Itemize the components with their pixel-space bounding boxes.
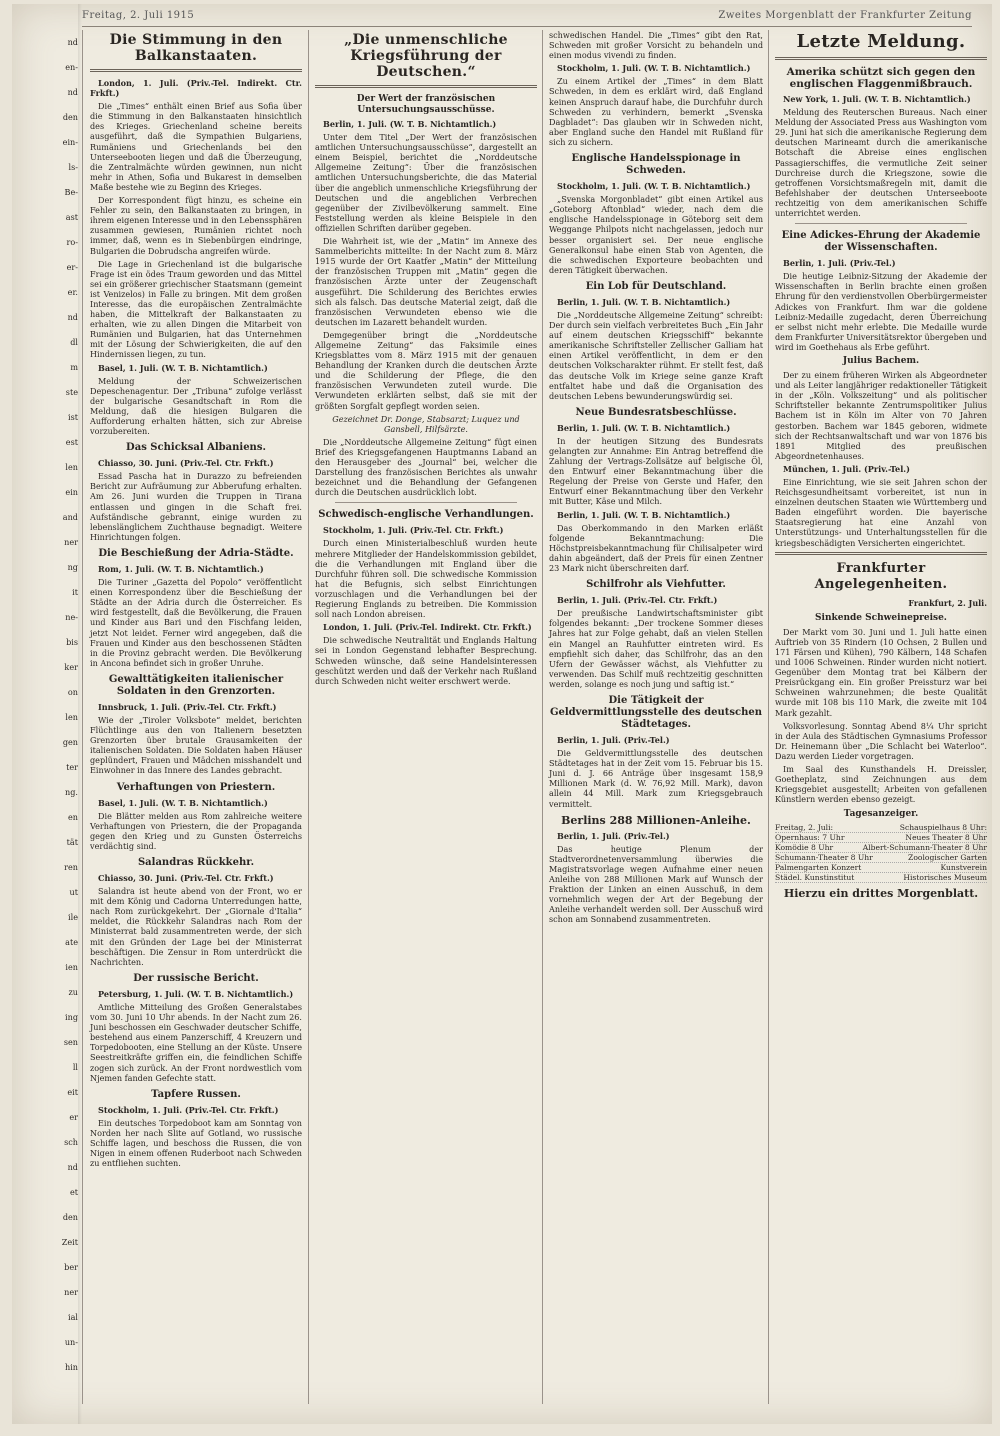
footer-note: Hierzu ein drittes Morgenblatt. bbox=[783, 887, 979, 901]
cropped-fragment: den bbox=[62, 1212, 78, 1222]
paragraph: Die schwedische Neutralität und Englands Haltung sei in London Gegenstand lebhafter Besprechung. Schweden wünsche, daß seine Handelsinteressen geschützt werden und daß der Verkehr nach Rußland durch Schweden nicht weiter erschwert werde. bbox=[315, 635, 537, 686]
paragraph: Essad Pascha hat in Durazzo zu befreienden Bericht zur Aufräumung zur Abberufung erhalten. Am 26. Juni wurden die Truppen in Tirana entlassen und gingen in die Schaft frei. Aufständische gebrannt, einige wurden zu lebenslänglichem Zuchthause begnadigt. Weitere Hinrichtungen folgen. bbox=[90, 471, 302, 542]
dateline: Berlin, 1. Juli. (Priv.-Tel.) bbox=[557, 830, 670, 841]
column-4 bbox=[768, 30, 992, 1404]
paragraph: Demgegenüber bringt die „Norddeutsche Allgemeine Zeitung“ das Faksimile eines Kriegsblattes vom 8. März 1915 mit der genauen Behandlung der Kranken durch die deutschen Ärzte und die Schilderung der Pflege, die den französischen Verwundeten zuteil wurde. Die Verwundeten erklärten selbst, daß sie mit der größten Sorgfalt gepflegt worden seien. bbox=[315, 329, 537, 411]
dateline: Berlin, 1. Juli. (W. T. B. Nichtamtlich.) bbox=[557, 422, 731, 433]
column-1 bbox=[84, 30, 308, 1404]
cropped-fragment: nd bbox=[67, 1162, 78, 1172]
signature: Gezeichnet Dr. Donge, Stabsarzt; Luquez und Gansbell, Hilfsärzte. bbox=[332, 413, 520, 434]
dateline: Basel, 1. Juli. (W. T. B. Nichtamtlich.) bbox=[98, 797, 268, 808]
subtitle: Der Wert der französischen Untersuchungsausschüsse. bbox=[356, 94, 496, 115]
table-row bbox=[775, 853, 987, 863]
dateline: Rom, 1. Juli. (W. T. B. Nichtamtlich.) bbox=[98, 563, 264, 574]
paragraph: Die heutige Leibniz-Sitzung der Akademie der Wissenschaften in Berlin brachte einen großen Ehrung für den verdienstvollen Oberbürgermeister Adickes von Frankfurt. Ihm war die goldene Leibniz-Medaille zugedacht, deren Überreichung er selbst nicht mehr erlebte. Die Medaille wurde dem Frankfurter Universitätsrektor übergeben und wird im Goethehaus als Erbe geführt. bbox=[775, 271, 987, 352]
cropped-fragment: and bbox=[62, 512, 78, 522]
table-cell: Schauspielhaus 8 Uhr: bbox=[899, 823, 987, 833]
cropped-fragments bbox=[12, 30, 78, 1380]
paragraph: Die Wahrheit ist, wie der „Matin“ im Annexe des Sammelberichts mitteilte: In der Nacht zum 8. März 1915 wurde der Ort Kaatfer „Matin“ der Mitteilung der französischen Truppen mit „Matin“ gegen die französischen Ärzte unter der Zeugenschaft ausgeführt. Die Schilderung des Berichtes erwies sich als falsch. Das deutsche Material zeigt, daß die französischen Verwundeten ebenso wie die deutschen im Lazarett behandelt wurden. bbox=[315, 236, 537, 327]
cropped-fragment: ast bbox=[65, 212, 78, 222]
table-row bbox=[775, 873, 987, 883]
running-head-title: Zweites Morgenblatt der Frankfurter Zeitung bbox=[718, 10, 972, 21]
cropped-fragment: it bbox=[72, 587, 78, 597]
obituary-title: Julius Bachem. bbox=[842, 355, 920, 366]
table-title: Tagesanzeiger. bbox=[843, 809, 919, 820]
paragraph: Der zu einem früheren Wirken als Abgeordneter und als Leiter langjähriger redaktioneller Tätigkeit in der „Köln. Volkszeitung“ und als politischer Schriftsteller bekannte Zentrumspolitiker Julius Bachem ist in Köln im Alter von 70 Jahren gestorben. Bachem war 1845 geboren, widmete sich der Rechtsanwaltschaft und war von 1876 bis 1891 Mitglied des preußischen Abgeordnetenhauses. bbox=[775, 370, 987, 461]
cropped-left-column bbox=[12, 30, 83, 1404]
cropped-fragment: en- bbox=[65, 62, 78, 72]
cropped-fragment: Be- bbox=[64, 187, 78, 197]
cropped-fragment: sen bbox=[63, 1037, 78, 1047]
table-cell: Neues Theater 8 Uhr bbox=[905, 833, 987, 843]
rule bbox=[775, 57, 987, 60]
paragraph: Volksvorlesung. Sonntag Abend 8¼ Uhr spricht in der Aula des Städtischen Gymnasiums Professor Dr. Heinemann über „Die Schlacht bei Waterloo“. Dazu werden Lieder vorgetragen. bbox=[775, 720, 987, 761]
table-cell: Historisches Museum bbox=[903, 873, 987, 883]
cropped-fragment: nd bbox=[67, 312, 78, 322]
column-3 bbox=[542, 30, 769, 1404]
dateline: London, 1. Juli. (Priv.-Tel. Indirekt. Ctr. Frkft.) bbox=[90, 78, 302, 99]
running-head-date: Freitag, 2. Juli 1915 bbox=[82, 10, 195, 21]
dateline: Berlin, 1. Juli. (W. T. B. Nichtamtlich.) bbox=[557, 296, 731, 307]
paragraph: Das Oberkommando in den Marken erläßt folgende Bekanntmachung: Die Höchstpreisbekanntmachung für Chilisalpeter wird dahin abgeändert, daß der Preis für einen Zentner 23 Mark nicht überschreiten darf. bbox=[549, 522, 763, 574]
headline-frankfurter: Frankfurter Angelegenheiten. bbox=[814, 560, 948, 592]
cropped-fragment: ing bbox=[65, 1012, 78, 1022]
cropped-fragment: ien bbox=[65, 962, 78, 972]
section-title: Schwedisch-englische Verhandlungen. bbox=[318, 509, 534, 521]
cropped-fragment: ner bbox=[64, 1287, 78, 1297]
page-fold-shadow bbox=[78, 4, 82, 1424]
divider bbox=[335, 502, 517, 503]
cropped-fragment: ut bbox=[69, 887, 78, 897]
dateline: Chiasso, 30. Juni. (Priv.-Tel. Ctr. Frkft.) bbox=[98, 458, 274, 469]
section-title: Neue Bundesratsbeschlüsse. bbox=[575, 406, 737, 418]
cropped-fragment: ist bbox=[68, 412, 78, 422]
cropped-fragment: ein- bbox=[62, 137, 78, 147]
cropped-fragment: ein bbox=[65, 487, 78, 497]
section-title: Tapfere Russen. bbox=[151, 1088, 241, 1100]
paragraph: Unter dem Titel „Der Wert der französischen amtlichen Untersuchungsausschüsse“, dargestellt an einem Beispiel, berichtet die „Norddeutsche Allgemeine Zeitung“: Über die französischen amtlichen Untersuchungsberichte, die das Material über die angeblich unmenschliche Kriegsführung der Deutschen und die angeblichen Verbrechen gegenüber der Zivilbevölkerung sammelt. Eine Feststellung werden als kleine Beispiele in den offiziellen Schriften darüber gegeben. bbox=[315, 132, 537, 233]
paragraph: Salandra ist heute abend von der Front, wo er mit dem König und Cadorna Unterredungen hatte, nach Rom zurückgekehrt. Der „Giornale d'Italia“ meldet, die Rückkehr Salandras nach Rom der Ministerrat bald zusammentreten werde, der sich mit den Gründen der Lage bei der Ministerrat beschäftigen. Die Zensur in Rom unterdrückt die Nachrichten. bbox=[90, 886, 302, 967]
cropped-fragment: den bbox=[62, 112, 78, 122]
newspaper-page bbox=[12, 4, 992, 1424]
section-title: Berlins 288 Millionen-Anleihe. bbox=[561, 813, 751, 827]
headline-letzte-meldung: Letzte Meldung. bbox=[796, 31, 966, 52]
dateline: Berlin, 1. Juli. (W. T. B. Nichtamtlich.) bbox=[323, 119, 497, 129]
dateline: Chiasso, 30. Juni. (Priv.-Tel. Ctr. Frkft.) bbox=[98, 873, 274, 883]
paragraph: schwedischen Handel. Die „Times“ gibt den Rat, Schweden mit großer Vorsicht zu behandeln und einen modus vivendi zu finden. bbox=[549, 30, 763, 61]
section-title: Die Beschießung der Adria-Städte. bbox=[98, 547, 294, 559]
table-row bbox=[775, 843, 987, 853]
dateline: London, 1. Juli. (Priv.-Tel. Indirekt. Ctr. Frkft.) bbox=[323, 622, 532, 633]
cropped-fragment: ial bbox=[67, 1312, 78, 1322]
paragraph: Amtliche Mitteilung des Großen Generalstabes vom 30. Juni 10 Uhr abends. In der Nacht zum 26. Juni beschossen ein Geschwader deutscher Schiffe, bestehend aus einem Panzerschiff, 4 Kreuzern und Torpedobooten, eine Stellung an der Küste. Unsere Seestreitkräfte griffen ein, die feindlichen Schiffe zogen sich zurück. An der Front nordwestlich vom Njemen fanden Gefechte statt. bbox=[90, 1001, 302, 1083]
table-cell: Albert-Schumann-Theater 8 Uhr bbox=[862, 843, 987, 853]
paragraph: Wie der „Tiroler Volksbote“ meldet, berichten Flüchtlinge aus den von Italienern besetzten Grenzorten über brutale Grausamkeiten der italienischen Soldaten. Die Soldaten haben Häuser geplündert, Frauen und Mädchen misshandelt und Einwohner in das Innere des Landes gebracht. bbox=[90, 714, 302, 776]
cropped-fragment: bis bbox=[66, 637, 78, 647]
cropped-fragment: ter bbox=[66, 762, 78, 772]
paragraph: Der preußische Landwirtschaftsminister gibt folgendes bekannt: „Der trockene Sommer dieses Jahres hat zur Folge gehabt, daß an vielen Stellen ein Mangel an Rauhfutter eintreten wird. Es empfiehlt sich daher, das Schilfrohr, das an den Ufern der Gewässer wächst, als Viehfutter zu verwenden. Das Schilf muß rechtzeitig geschnitten werden, solange es noch jung und saftig ist.“ bbox=[549, 608, 763, 689]
cropped-fragment: en bbox=[67, 812, 78, 822]
section-title: Schilfrohr als Viehfutter. bbox=[586, 579, 726, 591]
cropped-fragment: et bbox=[69, 1187, 78, 1197]
cropped-fragment: ne- bbox=[65, 612, 78, 622]
cropped-fragment: gen bbox=[62, 737, 78, 747]
cropped-fragment: Zeit bbox=[61, 1237, 78, 1247]
paragraph: Der Markt vom 30. Juni und 1. Juli hatte einen Auftrieb von 35 Rindern (10 Ochsen, 2 Bullen und 171 Färsen und Kühen), 790 Kälbern, 148 Schafen und 1006 Schweinen. Rinder wurden nicht notiert. Gegenüber dem Montag trat bei Kälbern der Preisrückgang ein. Ein großer Preissturz war bei Schweinen wahrzunehmen; die beste Qualität wurde mit 108 bis 110 Mark, die zweite mit 104 Mark gezahlt. bbox=[775, 626, 987, 718]
cropped-fragment: ls- bbox=[68, 162, 78, 172]
table-cell: Freitag, 2. Juli: bbox=[775, 823, 834, 833]
paragraph: Durch einen Ministerialbeschluß wurden heute mehrere Mitglieder der Handelskommission gebildet, die die Verhandlungen mit England über die Durchfuhr führen soll. Die schwedische Kommission hat die Befugnis, sich selbst Einrichtungen vorzuschlagen und die Verhandlungen bei der Regierung Englands zu betreiben. Die Kommission soll nach London abreisen. bbox=[315, 538, 537, 620]
paragraph: Eine Einrichtung, wie sie seit Jahren schon der Reichsgesundheitsamt vorbereitet, ist nun in einzelnen deutschen Staaten wie Württemberg und Baden eingeführt worden. Die bayerische Staatsregierung hat eine Anzahl von Unterstützungs- und Unterhaltungsstellen für die kriegsbeschädigten Versicherten eingerichtet. bbox=[775, 477, 987, 548]
cropped-fragment: on bbox=[67, 687, 78, 697]
table-row bbox=[775, 833, 987, 843]
cropped-fragment: ate bbox=[65, 937, 78, 947]
paragraph: Der Korrespondent fügt hinzu, es scheine ein Fehler zu sein, den Balkanstaaten zu bringen, in ihrem eigenen Interesse und in den Lebenssphären zusammen gewiesen, Rumänien richtet noch immer, daß, wenn es in Siebenbürgen eindringe, Bulgarien die Dobrudscha angreifen würde. bbox=[90, 195, 302, 256]
cropped-fragment: ner bbox=[64, 537, 78, 547]
paragraph: Die „Norddeutsche Allgemeine Zeitung“ fügt einen Brief des Kriegsgefangenen Hauptmanns Laband an den Herausgeber des „Journal“ bei, welcher die Darstellung des französischen Berichtes als unwahr bezeichnet und die Behandlung der Gefangenen durch die Deutschen ausdrücklich lobt. bbox=[315, 436, 537, 498]
cropped-fragment: er. bbox=[67, 287, 78, 297]
cropped-fragment: ng. bbox=[65, 787, 78, 797]
section-title: Salandras Rückkehr. bbox=[137, 857, 255, 868]
dateline: Berlin, 1. Juli. (Priv.-Tel.) bbox=[557, 734, 670, 745]
byline: Frankfurt, 2. Juli. bbox=[908, 597, 987, 608]
table-row bbox=[775, 823, 987, 833]
section-title: Englische Handelsspionage in Schweden. bbox=[571, 153, 741, 177]
paragraph: Die Blätter melden aus Rom zahlreiche weitere Verhaftungen von Priestern, die der Propaganda gegen den Krieg und zu Gunsten Österreichs verdächtig sind. bbox=[90, 810, 302, 851]
paragraph: Meldung des Reuterschen Bureaus. Nach einer Meldung der Associated Press aus Washington vom 29. Juni hat sich die amerikanische Regierung dem deutschen Marineamt durch die amerikanische Botschaft die Abreise eines englischen Passagierschiffes, die vermutliche Zeit seiner Durchreise durch die Kriegszone, sowie die getroffenen Vorsichtsmaßregeln mit, damit die Befehlshaber der deutschen Unterseeboote rechtzeitig von dem amerikanischen Schiffe unterrichtet werden. bbox=[775, 107, 987, 219]
dateline: Basel, 1. Juli. (W. T. B. Nichtamtlich.) bbox=[98, 362, 268, 373]
dateline: Berlin, 1. Juli. (Priv.-Tel. Ctr. Frkft.) bbox=[557, 595, 718, 606]
section-title: Die Tätigkeit der Geldvermittlungsstelle des deutschen Städtetages. bbox=[549, 694, 763, 730]
cropped-fragment: nd bbox=[67, 87, 78, 97]
cropped-fragment: m bbox=[70, 362, 78, 372]
paragraph: Zu einem Artikel der „Times“ in dem Blatt Schweden, in dem es erklärt wird, daß England keinen Anspruch darauf habe, die Durchfuhr durch Schweden zu verhindern, bemerkt „Svenska Dagbladet“: Das glauben wir in Schweden nicht, aber England suche den Handel mit Rußland für sich zu sichern. bbox=[549, 76, 763, 147]
cropped-fragment: nd bbox=[67, 37, 78, 47]
paragraph: „Svenska Morgonbladet“ gibt einen Artikel aus „Goteborg Aftonblad“ wieder, nach dem die englische Handelsspionage in Göteborg seit dem Weggange Philpots nicht nachgelassen, jedoch nur besser organisiert sei. Der neue englische Generalkonsul habe einen Stab von Agenten, die die schwedischen Exporteure beobachten und deren Tätigkeit überwachen. bbox=[549, 194, 763, 275]
column-2 bbox=[308, 30, 543, 1404]
cropped-fragment: er- bbox=[66, 262, 78, 272]
table-cell: Opernhaus: 7 Uhr bbox=[775, 833, 845, 843]
section-title: Sinkende Schweinepreise. bbox=[815, 612, 947, 623]
dateline: Stockholm, 1. Juli. (Priv.-Tel. Ctr. Frkft.) bbox=[323, 525, 504, 536]
cropped-fragment: ng bbox=[67, 562, 78, 572]
dateline: Stockholm, 1. Juli. (Priv.-Tel. Ctr. Frkft.) bbox=[98, 1104, 279, 1115]
paragraph: Die Geldvermittlungsstelle des deutschen Städtetages hat in der Zeit vom 15. Februar bis 15. Juni d. J. 66 Anträge über insgesamt 158,9 Millionen Mark (d. W. 76,92 Mill. Mark), davon allein 44 Mill. Mark zum Kriegsgebrauch vermittelt. bbox=[549, 748, 763, 809]
cropped-fragment: zu bbox=[68, 987, 78, 997]
subhead: Amerika schützt sich gegen den englischen Flaggenmißbrauch. bbox=[786, 66, 976, 90]
dateline: Stockholm, 1. Juli. (W. T. B. Nichtamtlich.) bbox=[557, 181, 751, 192]
cropped-fragment: tät bbox=[66, 837, 78, 847]
cropped-fragment: ro- bbox=[66, 237, 78, 247]
cropped-fragment: eit bbox=[67, 1087, 78, 1097]
paragraph: Die „Times“ enthält einen Brief aus Sofia über die Stimmung in den Balkanstaaten hinsichtlich des Krieges. Griechenland scheine bereits ausgeführt, daß die Sympathien Bulgariens, Rumäniens und Griechenlands bei den Unterseebooten liegen und daß die Überzeugung, die Zentralmächte würden gewinnen, nun nicht mehr in Athen, Sofia und Bukarest in demselben Maße bestehe wie zu Beginn des Krieges. bbox=[90, 101, 302, 192]
paragraph: Die „Norddeutsche Allgemeine Zeitung“ schreibt: Der durch sein vielfach verbreitetes Buch „Ein Jahr auf einem deutschen Kriegsschiff“ bekannte amerikanische Schriftsteller Zellischer Galliam hat einen Artikel veröffentlicht, in dem er den deutschen Volkscharakter rühmt. Er stellt fest, daß das deutsche Volk im Kriege seine ganze Kraft entfaltet habe und daß die Organisation des deutschen Lebens bewunderungswürdig sei. bbox=[549, 309, 763, 401]
section-title: Verhaftungen von Priestern. bbox=[116, 781, 276, 793]
table-cell: Kunstverein bbox=[940, 863, 987, 873]
cropped-fragment: hin bbox=[64, 1362, 78, 1372]
running-head bbox=[82, 10, 972, 27]
paragraph: Die Turiner „Gazetta del Popolo“ veröffentlicht einen Korrespondenz über die Beschießung der Städte an der Adria durch die Österreicher. Es wird festgestellt, daß die Bevölkerung, die Frauen und Kinder aus Bari und den Fischfang leiden, jetzt Not leidet. Ferner wird angegeben, daß die Frauen und Kinder aus den beschossenen Städten in die Provinz gebracht werden. Die Bevölkerung in Ancona befindet sich in großer Unruhe. bbox=[90, 577, 302, 668]
paragraph: Im Saal des Kunsthandels H. Dreissler, Goetheplatz, sind Zeichnungen aus dem Kriegsgebiet ausgestellt; Arbeiten von gefallenen Künstlern werden ebenso gezeigt. bbox=[775, 763, 987, 805]
dateline: Petersburg, 1. Juli. (W. T. B. Nichtamtlich.) bbox=[98, 988, 294, 999]
cropped-fragment: len bbox=[65, 462, 78, 472]
cropped-fragment: sch bbox=[64, 1137, 78, 1147]
rule bbox=[775, 552, 987, 555]
table-cell: Komödie 8 Uhr bbox=[775, 843, 834, 853]
paragraph: In der heutigen Sitzung des Bundesrats gelangten zur Annahme: Ein Antrag betreffend die Zahlung der Vertrags-Zollsätze auf belgische Öl, den Entwurf einer Bekanntmachung über die Regelung der Preise von Gerste und Hafer, den Entwurf einer Bekanntmachung über den Verkehr mit Butter, Käse und Milch. bbox=[549, 435, 763, 507]
dateline: New York, 1. Juli. (W. T. B. Nichtamtlich.) bbox=[783, 94, 971, 104]
cropped-fragment: ll bbox=[72, 1062, 78, 1072]
dateline: Stockholm, 1. Juli. (W. T. B. Nichtamtlich.) bbox=[557, 63, 751, 74]
table-cell: Schumann-Theater 8 Uhr bbox=[775, 853, 873, 863]
table-cell: Palmengarten Konzert bbox=[775, 863, 862, 873]
section-title: Das Schicksal Albaniens. bbox=[126, 442, 266, 454]
event-table bbox=[775, 823, 987, 883]
table-cell: Zoologischer Garten bbox=[908, 853, 987, 863]
cropped-fragment: un- bbox=[64, 1337, 78, 1347]
cropped-fragment: ber bbox=[64, 1262, 78, 1272]
divider bbox=[795, 223, 967, 224]
rule bbox=[315, 85, 537, 88]
headline-balkan: Die Stimmung in den Balkanstaaten. bbox=[109, 32, 283, 64]
table-cell: Städel. Kunstinstitut bbox=[775, 873, 855, 883]
dateline: Innsbruck, 1. Juli. (Priv.-Tel. Ctr. Frkft.) bbox=[98, 701, 277, 712]
paragraph: Meldung der Schweizerischen Depeschenagentur. Der „Tribuna“ zufolge verlässt der bulgarische Gesandtschaft in Rom die Meldung, daß die hiesigen Bulgaren die Aufforderung erhalten hätten, sich zur Abreise vorzubereiten. bbox=[90, 375, 302, 437]
cropped-fragment: ile bbox=[68, 912, 78, 922]
cropped-fragment: ste bbox=[65, 387, 78, 397]
headline-kriegsfuehrung: „Die unmenschliche Kriegsführung der Deutschen.“ bbox=[344, 32, 508, 80]
rule bbox=[90, 69, 302, 72]
cropped-fragment: er bbox=[69, 1112, 78, 1122]
cropped-fragment: len bbox=[65, 712, 78, 722]
cropped-fragment: est bbox=[65, 437, 78, 447]
cropped-fragment: ren bbox=[64, 862, 78, 872]
paragraph: Die Lage in Griechenland ist die bulgarische Frage ist ein ödes Traum geworden und das Mittel sei ein größerer griechischer Staatsmann (gemeint ist Venizelos) in Falle zu bringen. Mit dem großen Interesse, das die europäischen Zentralmächte haben, die Mittelkraft der Balkanstaaten zu erhalten, wie zu allen Dingen die Mitarbeit von Rumänien und Bulgarien, hat das Unternehmen mit der Lösung der Schwierigkeiten, die auf den Hindernissen liegen, zu tun. bbox=[90, 258, 302, 360]
cropped-fragment: dl bbox=[70, 337, 78, 347]
dateline: Berlin, 1. Juli. (W. T. B. Nichtamtlich.) bbox=[557, 509, 731, 520]
paragraph: Ein deutsches Torpedoboot kam am Sonntag von Norden her nach Slite auf Gotland, wo russische Schiffe lagen, und beschoss die Russen, die von Nigen in einem offenen Ruderboot nach Schweden zu entfliehen suchten. bbox=[90, 1117, 302, 1169]
cropped-fragment: ker bbox=[64, 662, 78, 672]
section-title: Gewalttätigkeiten italienischer Soldaten in den Grenzorten. bbox=[108, 673, 284, 697]
table-row bbox=[775, 863, 987, 873]
section-title: Der russische Bericht. bbox=[133, 972, 259, 984]
section-title: Eine Adickes-Ehrung der Akademie der Wissenschaften. bbox=[781, 230, 981, 254]
dateline: München, 1. Juli. (Priv.-Tel.) bbox=[783, 463, 910, 474]
dateline: Berlin, 1. Juli. (Priv.-Tel.) bbox=[783, 258, 896, 269]
paragraph: Das heutige Plenum der Stadtverordnetenversammlung überwies die Magistratsvorlage wegen Aufnahme einer neuen Anleihe von 288 Millionen Mark auf Wunsch der Fraktion der Linken an einen Ausschuß, in dem vornehmlich wegen der Art der Begebung der Anleihe verhandelt werden soll. Der Ausschuß wird schon am Sonnabend zusammentreten. bbox=[549, 843, 763, 925]
section-title: Ein Lob für Deutschland. bbox=[585, 280, 727, 292]
